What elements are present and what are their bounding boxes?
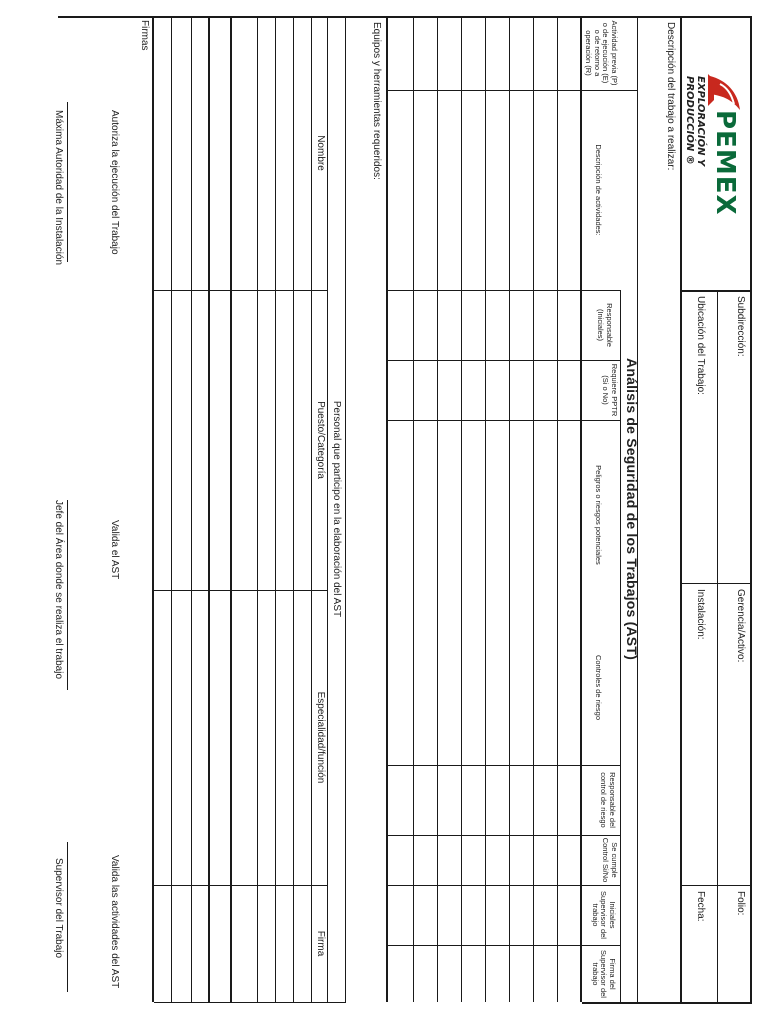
subdireccion-label: Subdirección: [735, 296, 746, 357]
logo-wordmark: PEMEX [710, 110, 740, 216]
authorize-label: Autoriza la ejecución del Trabajo [109, 110, 120, 255]
fecha-label: Fecha: [695, 891, 706, 922]
personnel-row-line [208, 16, 210, 1002]
folio-label: Folio: [735, 891, 746, 916]
equipment-bottom-line [345, 16, 346, 1002]
header-col-2 [682, 583, 752, 584]
act-col-6 [388, 835, 621, 836]
personnel-col-line [154, 290, 328, 291]
activity-row-line [413, 16, 414, 1002]
personnel-row-line [293, 16, 294, 1002]
personnel-col-puesto: Puesto/Categoría [315, 401, 326, 479]
activities-header-bottom [580, 16, 582, 1002]
activities-bottom-line [386, 16, 388, 1002]
col-iniciales-header: Iniciales Supervisor del trabajo [591, 891, 617, 939]
personnel-col-firma: Firma [315, 930, 326, 957]
col-firma-sup-header: Firma del Supervisor del trabajo [591, 950, 617, 998]
personnel-row-line [191, 16, 192, 1002]
pemex-logo [684, 70, 744, 235]
validate-activities-label: Valida las actividades del AST [109, 855, 120, 989]
personnel-col-especialidad: Especialidad/función [315, 691, 326, 784]
col-pptr-header: Requiere PPTR (Si o No) [601, 363, 619, 417]
ubicacion-label: Ubicación del Trabajo: [695, 296, 706, 395]
personnel-row-line [171, 16, 172, 1002]
pemex-eagle-icon [704, 70, 744, 114]
gerencia-label: Gerencia/Activo: [735, 589, 746, 663]
col-cumple-header: Se cumple Control Si/No [601, 837, 619, 883]
title-bottom-line [620, 290, 621, 1002]
validate-ast-label: Valida el AST [109, 520, 120, 580]
personnel-row-line [275, 16, 276, 1002]
activity-row-line [437, 16, 438, 1002]
frame-left [58, 16, 752, 18]
act-col-3 [388, 360, 621, 361]
col-desc-header: Descripción de actividades: [594, 144, 603, 236]
frame-top [750, 16, 752, 1002]
header-bottom-line [680, 16, 682, 1002]
act-col-2 [388, 290, 621, 291]
area-chief-label: Jefe del Área donde se realiza el trabajo [53, 500, 64, 680]
personnel-col-line [154, 885, 328, 886]
activity-row-line [533, 16, 534, 1002]
form-title: Análisis de Seguridad de los Trabajos (AST) [624, 358, 640, 660]
act-col-4 [388, 420, 621, 421]
equipment-label: Equipos y herramientas requeridos: [371, 22, 382, 180]
instalacion-label: Instalación: [695, 589, 706, 640]
col-resp-control-header: Responsable del control de riesgo [599, 772, 617, 828]
personnel-row-line [257, 16, 258, 1002]
max-authority-label: Máxima Autoridad de la Instalación [53, 110, 64, 266]
header-col-3 [682, 885, 752, 886]
personnel-title-line [327, 16, 328, 1002]
supervisor-label: Supervisor del Trabajo [53, 858, 64, 959]
activity-row-line [509, 16, 510, 1002]
personnel-bottom-line [152, 16, 154, 1002]
description-label: Descripción del trabajo a realizar: [665, 22, 676, 171]
col-peligros-header: Peligros o riesgos potenciales [594, 465, 603, 565]
act-col-7 [388, 885, 621, 886]
col-prev-header: Actividad previa (P) o de ejecución (E) o de retorno a operación (R) [584, 20, 619, 86]
personnel-col-nombre: Nombre [315, 135, 326, 171]
personnel-title: Personal que participo en la elaboración del AST [331, 400, 342, 618]
activity-row-line [461, 16, 462, 1002]
col-controles-header: Controles de riesgo [594, 654, 603, 721]
header-mid-line [717, 290, 718, 1002]
personnel-col-line [154, 590, 328, 591]
signature-line-authority [67, 102, 68, 262]
activity-row-line [485, 16, 486, 1002]
logo-subtext: EXPLORACIÓN Y PRODUCCIÓN ® [684, 76, 706, 167]
col-resp-header: Responsable (Iniciales) [596, 303, 614, 347]
activity-row-line [557, 16, 558, 1002]
signatures-label: Firmas [139, 20, 150, 51]
frame-right-personnel [154, 1002, 346, 1003]
personnel-row-line [230, 16, 232, 1002]
act-col-5 [388, 765, 621, 766]
signature-line-supervisor [67, 842, 68, 992]
act-col-8 [388, 945, 621, 946]
signature-line-area-chief [67, 500, 68, 690]
personnel-header-line [311, 16, 312, 1002]
frame-right [582, 1002, 752, 1004]
